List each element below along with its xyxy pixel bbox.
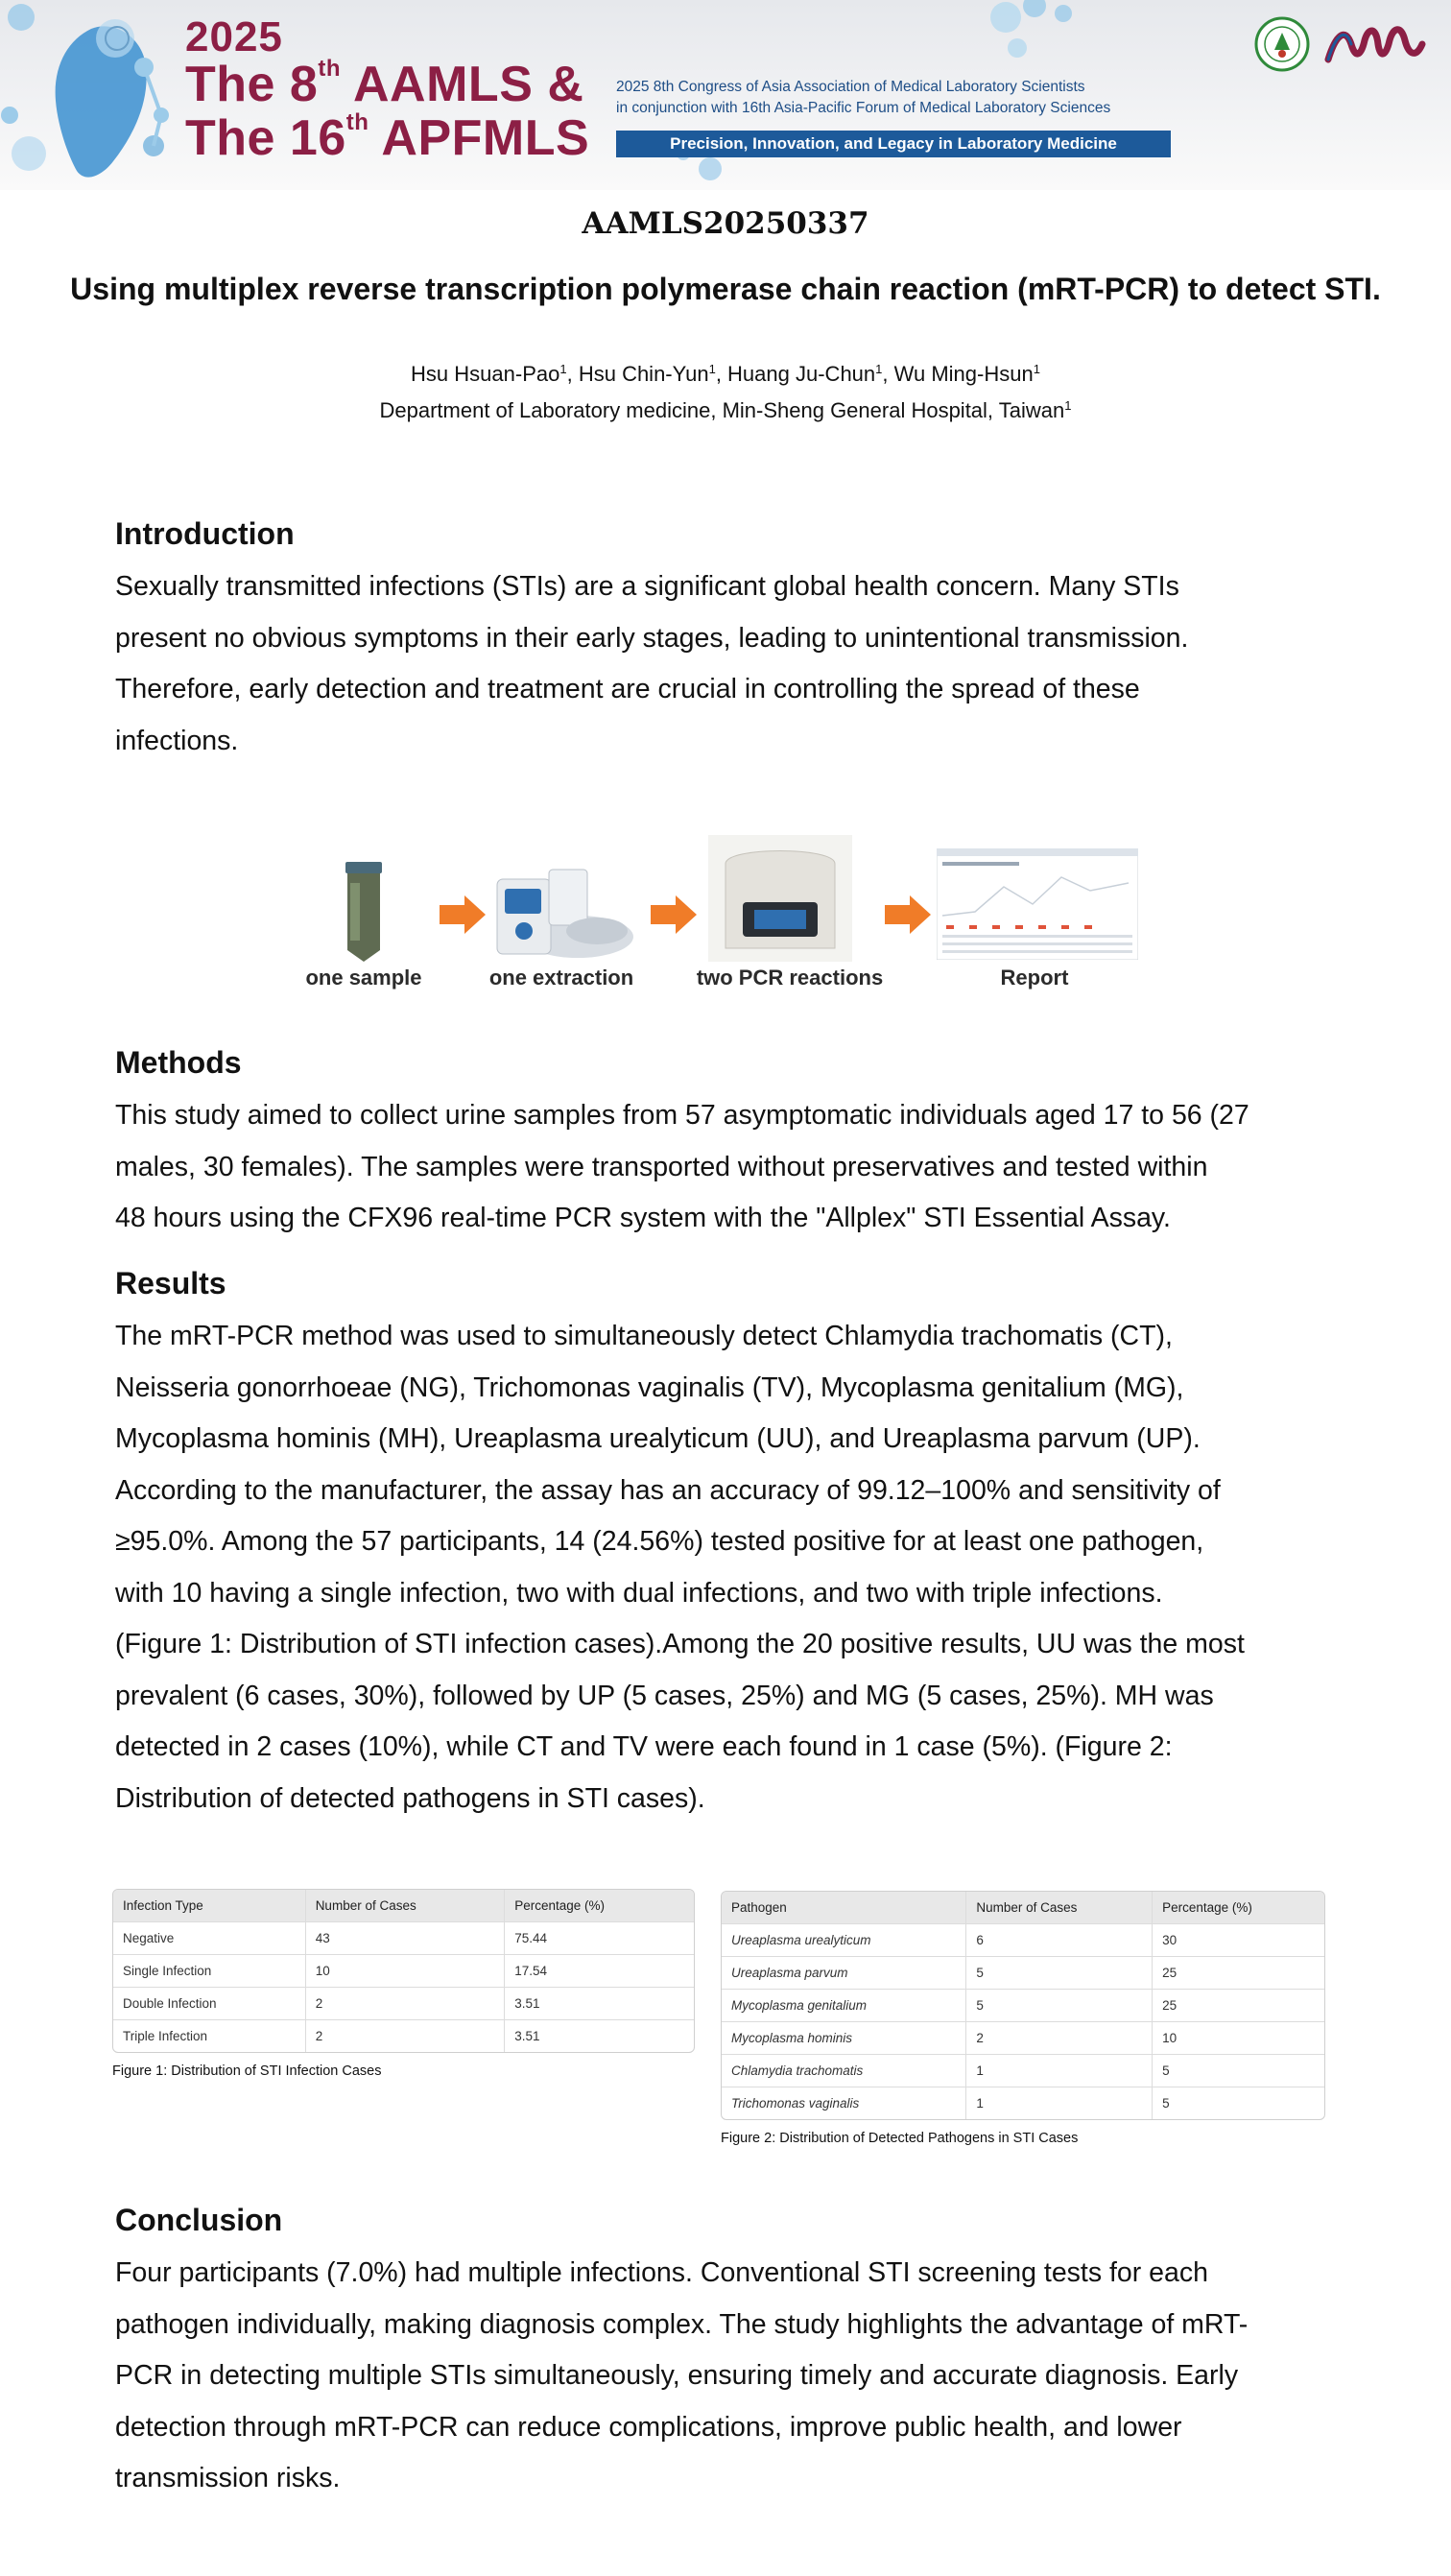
pcr-machine-icon [708, 835, 852, 962]
table-cell: 25 [1152, 1957, 1324, 1989]
pathogen-table [721, 1891, 1325, 2120]
table-cell: 5 [1152, 2087, 1324, 2119]
table-cell: 3.51 [504, 2020, 694, 2052]
report-screen-icon [937, 848, 1138, 960]
banner-tagline: Precision, Innovation, and Legacy in Laboratory Medicine [616, 131, 1171, 157]
table-cell: 43 [305, 1922, 505, 1954]
introduction-text: Sexually transmitted infections (STIs) are a significant global health concern. Many STIs present no obvious symptoms in their early stages, leading to unintentional transmission. Therefore, early detection and treatment are crucial in controlling the spread of these infections. [115, 571, 1189, 756]
table-row [722, 2021, 1324, 2054]
association-seal-icon [1253, 15, 1311, 73]
table-cell: Mycoplasma genitalium [731, 1998, 868, 2013]
table-header-cell: Number of Cases [965, 1892, 1152, 1923]
table-cell: Mycoplasma hominis [731, 2031, 853, 2045]
methods-heading: Methods [115, 1045, 242, 1080]
banner-congress-text: 2025 8th Congress of Asia Association of Medical Laboratory Scientists in conjunction with 16th Asia-Pacific Forum of Medical Laboratory Sciences [616, 79, 1111, 116]
introduction-heading: Introduction [115, 516, 295, 551]
conference-banner [0, 0, 1451, 190]
table-cell: 30 [1152, 1924, 1324, 1956]
table-row [722, 2054, 1324, 2087]
table-row [722, 1923, 1324, 1956]
table-row [113, 1954, 694, 1987]
workflow-label: two PCR reactions [696, 966, 884, 990]
table-cell: 2 [965, 2022, 1152, 2054]
table-header-row [722, 1892, 1324, 1923]
table-row [113, 1987, 694, 2019]
results-heading: Results [115, 1266, 226, 1300]
table-cell: 1 [965, 2055, 1152, 2087]
table-cell: 1 [965, 2087, 1152, 2119]
table-cell: 6 [965, 1924, 1152, 1956]
banner-title-line1: The 8th AAMLS & [185, 56, 584, 112]
table-row [113, 1921, 694, 1954]
banner-title-line2: The 16th APFMLS [185, 109, 590, 166]
abstract-code: AAMLS20250337 [582, 206, 869, 241]
table-row [722, 1989, 1324, 2021]
table-cell: 5 [1152, 2055, 1324, 2087]
table-header-cell: Pathogen [731, 1900, 787, 1915]
table-cell: 5 [965, 1990, 1152, 2021]
table-cell: Ureaplasma urealyticum [731, 1933, 871, 1947]
extraction-machine-icon [491, 862, 635, 962]
table-cell: Negative [123, 1931, 175, 1945]
table-cell: 2 [305, 2020, 505, 2052]
aams-logo-icon [1322, 15, 1426, 73]
methods-text: This study aimed to collect urine samples from 57 asymptomatic individuals aged 17 to 56 (27 males, 30 females). The samples were transported without preservatives and tested within 48 hours using the CFX96 real-time PCR system with the "Allplex" STI Essential Assay. [115, 1100, 1249, 1233]
table-cell: Chlamydia trachomatis [731, 2063, 864, 2078]
sample-tube-icon [342, 862, 386, 962]
workflow-arrow-icon [651, 895, 697, 934]
table-row [113, 2019, 694, 2052]
table-cell: 17.54 [504, 1955, 694, 1987]
banner-year: 2025 [185, 13, 283, 60]
workflow-arrow-icon [885, 895, 931, 934]
table-cell: 75.44 [504, 1922, 694, 1954]
table-cell: Ureaplasma parvum [731, 1966, 848, 1980]
table-cell: 2 [305, 1988, 505, 2019]
table-cell: Double Infection [123, 1996, 217, 2011]
affiliation: Department of Laboratory medicine, Min-Sheng General Hospital, Taiwan$^1$ [379, 398, 1072, 422]
poster-title: Using multiplex reverse transcription polymerase chain reaction (mRT-PCR) to detect STI. [70, 272, 1381, 306]
figure-1-caption: Figure 1: Distribution of STI Infection Cases [112, 2063, 382, 2079]
workflow-label: one extraction [488, 966, 634, 990]
workflow-label: one sample [305, 966, 422, 990]
table-header-row [113, 1890, 694, 1921]
table-cell: Triple Infection [123, 2029, 208, 2043]
conclusion-text: Four participants (7.0%) had multiple infections. Conventional STI screening tests for each pathogen individually, making diagnosis complex. The study highlights the advantage of mRT- PCR in detecting multiple STIs simultaneously, ensuring timely and accurate diagnosis. Early detection through mRT-PCR can reduce complications, improve public health, and lower transmission risks. [115, 2257, 1249, 2493]
table-cell: 25 [1152, 1990, 1324, 2021]
workflow-arrow-icon [440, 895, 486, 934]
figure-2-caption: Figure 2: Distribution of Detected Pathogens in STI Cases [721, 2131, 1079, 2146]
table-row [722, 1956, 1324, 1989]
infection-type-table [112, 1889, 695, 2053]
author-list: Hsu Hsuan-Pao$^1$, Hsu Chin-Yun$^1$, Huang Ju-Chun$^1$, Wu Ming-Hsun$^1$ [411, 362, 1040, 386]
table-cell: Single Infection [123, 1964, 212, 1978]
table-header-cell: Infection Type [123, 1898, 203, 1913]
results-text: The mRT-PCR method was used to simultaneously detect Chlamydia trachomatis (CT), Neisseria gonorrhoeae (NG), Trichomonas vaginalis (TV), Mycoplasma genitalium (MG), Mycoplasma hominis (MH), Ureaplasma urealyticum (UU), and Ureaplasma parvum (UP). According to the manufacturer, the assay has an accuracy of 99.12–100% and sensitivity of ≥95.0%. Among the 57 participants, 14 (24.56%) tested positive for at least one pathogen, with 10 having a single infection, two with dual infections, and two with triple infections. (Figure 1: Distribution of STI infection cases).Among the 20 positive results, UU was the most prevalent (6 cases, 30%), followed by UP (5 cases, 25%) and MG (5 cases, 25%). MH was detected in 2 cases (10%), while CT and TV were each found in 1 case (5%). (Figure 2: Distribution of detected pathogens in STI cases). [115, 1321, 1245, 1814]
table-row [722, 2087, 1324, 2119]
table-cell: 5 [965, 1957, 1152, 1989]
workflow-label: Report [1000, 966, 1069, 990]
table-cell: 10 [1152, 2022, 1324, 2054]
table-cell: 3.51 [504, 1988, 694, 2019]
table-header-cell: Percentage (%) [504, 1890, 694, 1921]
table-cell: 10 [305, 1955, 505, 1987]
table-header-cell: Percentage (%) [1152, 1892, 1324, 1923]
table-header-cell: Number of Cases [305, 1890, 505, 1921]
table-cell: Trichomonas vaginalis [731, 2096, 860, 2111]
conclusion-heading: Conclusion [115, 2203, 283, 2237]
author-block [0, 353, 1451, 426]
